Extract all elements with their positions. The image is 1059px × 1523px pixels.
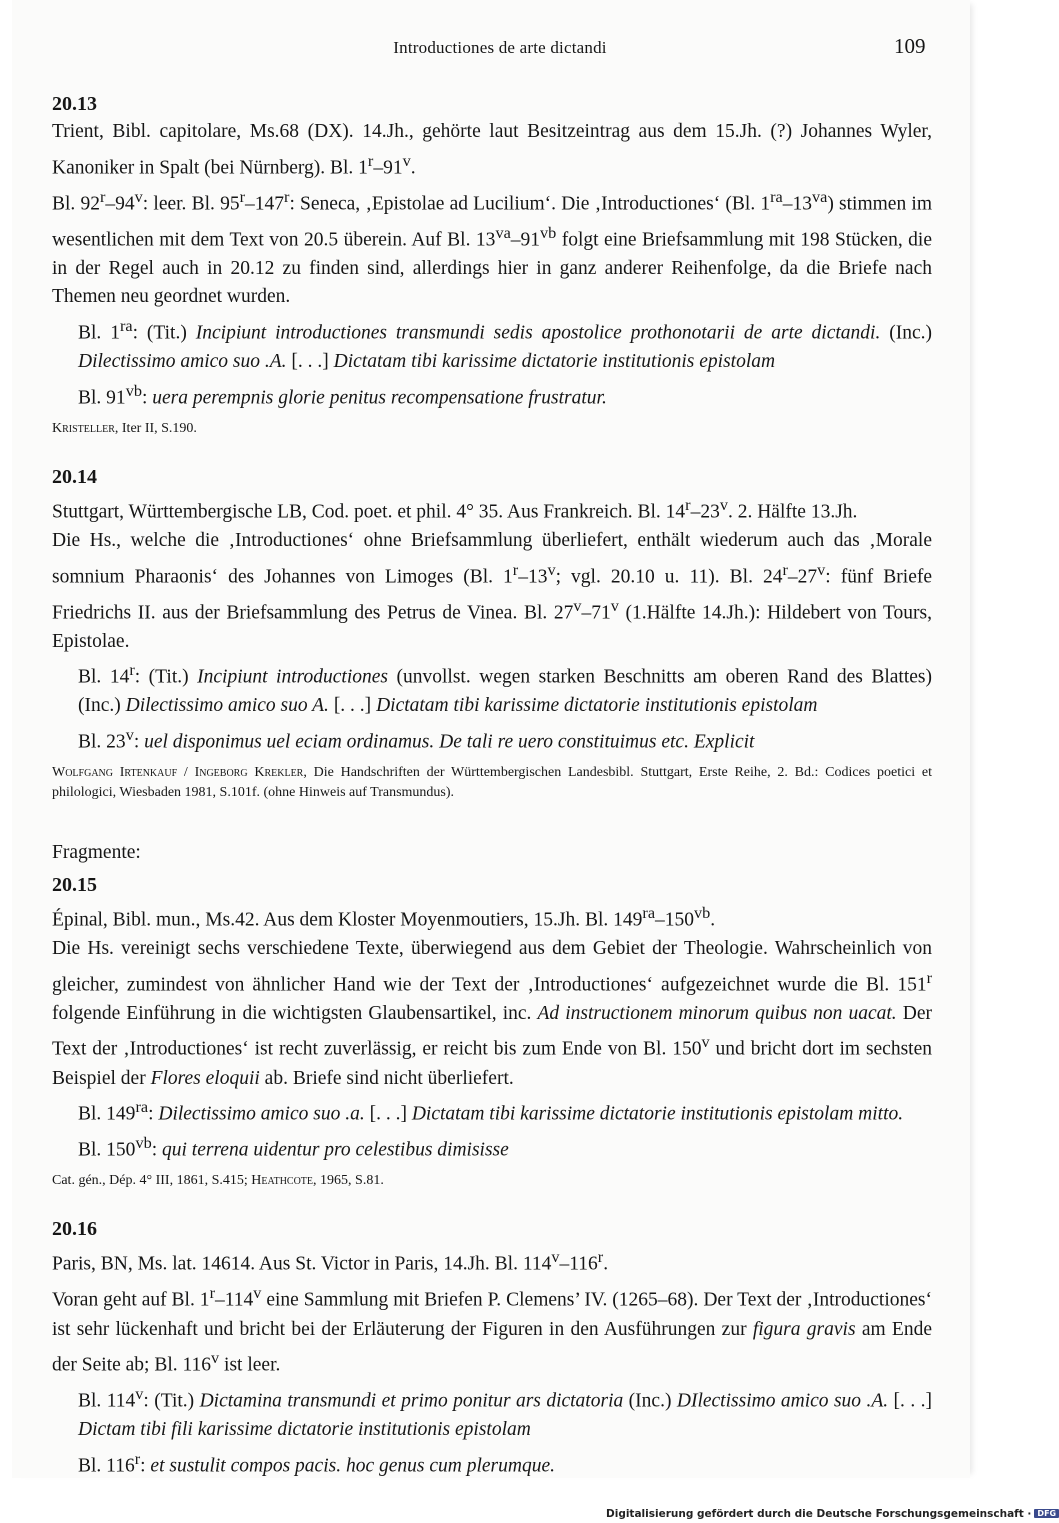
entry-spacer: [52, 439, 932, 465]
entry-number: 20.16: [52, 1218, 97, 1241]
description-paragraph: Voran geht auf Bl. 1$^r$–114$^v$ eine Sammlung mit Briefen P. Clemens’ IV. (1265–68). Der Text der ‚Introductiones‘ ist sehr lückenhaft und bricht bei der Erläuterung der Figuren in den Ausführungen zur figura gravis am Ende der Seite ab; Bl. 116$^v$ ist leer.: [52, 1284, 932, 1376]
footer-text: Digitalisierung gefördert durch die Deutsche Forschungsgemeinschaft ·: [606, 1508, 1032, 1520]
digitization-footer: [606, 1508, 1057, 1522]
description-paragraph: Bl. 92$^r$–94$^v$: leer. Bl. 95$^r$–147$^r$: Seneca, ‚Epistolae ad Lucilium‘. Die ‚Introductiones‘ (Bl. $1^{ra}-13^{va}$) stimmen im wesentlichen mit dem Text von 20.5 überein. Auf Bl. $13^{va}-91^{vb}$ folgt eine Briefsammlung mit 198 Stücken, die in der Regel auch in 20.12 zu finden sind, allerdings hier in ganz anderer Reihenfolge, da die Briefe nach Themen neu geordnet wurden.: [52, 187, 932, 308]
description-paragraph: Stuttgart, Württembergische LB, Cod. poet. et phil. 4° 35. Aus Frankreich. Bl. 14$^r$–23$^v$. 2. Hälfte 13.Jh.: [52, 495, 858, 523]
description-paragraph: Épinal, Bibl. mun., Ms.42. Aus dem Kloster Moyenmoutiers, 15.Jh. Bl. $149^{ra}-150^{vb}$.: [52, 904, 716, 931]
entry-number: 20.15: [52, 874, 97, 897]
description-paragraph: Trient, Bibl. capitolare, Ms.68 (DX). 14.Jh., gehörte laut Besitzeintrag aus dem 15.Jh. (?) Johannes Wyler, Kanoniker in Spalt (bei Nürnberg). Bl. 1$^r$–91$^v$.: [52, 121, 932, 179]
description-paragraph: Die Hs. vereinigt sechs verschiedene Texte, überwiegend aus dem Gebiet der Theologie. Wahrscheinlich von gleicher, zumindest von ähnlicher Hand wie der Text der ‚Introductiones‘ aufgezeichnet wurde die Bl. 151$^r$ folgende Einführung in die wichtigsten Glaubensartikel, inc. Ad instructionem minorum quibus non uacat. Der Text der ‚Introductiones‘ ist recht zuverlässig, er reicht bis zum Ende von Bl. 150$^v$ und bricht dort im sechsten Beispiel der Flores eloquii ab. Briefe sind nicht überliefert.: [52, 938, 933, 1089]
catalog-entry: [52, 873, 932, 1191]
entry-number: 20.14: [52, 465, 97, 488]
literature-reference: Wolfgang Irtenkauf / Ingeborg Krekler, Die Handschriften der Württembergischen Landesbibl. Stuttgart, Erste Reihe, 2. Bd.: Codices poetici et philologici, Wiesbaden 1981, S.101f. (ohne Hinweis auf Transmundus).: [52, 765, 932, 801]
page-body: [52, 92, 932, 1481]
incipit-line: Bl. $91^{vb}$: uera perempnis glorie penitus recompensatione frustratur.: [78, 381, 607, 409]
running-title: Introductiones de arte dictandi: [393, 38, 607, 57]
section-spacer: [52, 803, 932, 839]
literature-reference: Cat. gén., Dép. 4° III, 1861, S.415; Heathcote, 1965, S.81.: [52, 1173, 384, 1189]
incipit-line: Bl. 23$^v$: uel disponimus uel eciam ordinamus. De tali re uero constituimus etc. Explicit: [78, 726, 755, 753]
page-number: 109: [894, 34, 926, 58]
entry-spacer: [52, 1191, 932, 1217]
catalog-entry: [52, 92, 932, 439]
catalog-entry: [52, 1217, 932, 1481]
description-paragraph: Paris, BN, Ms. lat. 14614. Aus St. Victor in Paris, 14.Jh. Bl. 114$^v$–116$^r$.: [52, 1248, 609, 1275]
incipit-line: Bl. $150^{vb}$: qui terrena uidentur pro celestibus dimisisse: [78, 1134, 509, 1161]
incipit-line: Bl. $149^{ra}$: Dilectissimo amico suo .a. [. . .] Dictatam tibi karissime dictatorie institutionis epistolam mitto.: [78, 1098, 904, 1125]
fragments-heading: Fragmente:: [52, 842, 141, 864]
literature-reference: Kristeller, Iter II, S.190.: [52, 420, 197, 436]
description-paragraph: Die Hs., welche die ‚Introductiones‘ ohne Briefsammlung überliefert, enthält wiederum auch das ‚Morale somnium Pharaonis‘ des Johannes von Limoges (Bl. 1$^r$–13$^v$; vgl. 20.10 u. 11). Bl. 24$^r$–27$^v$: fünf Briefe Friedrichs II. aus der Briefsammlung des Petrus de Vinea. Bl. 27$^v$–71$^v$ (1.Hälfte 14.Jh.): Hildebert von Tours, Epistolae.: [52, 529, 933, 652]
incipit-line: Bl. $1^{ra}$: (Tit.) Incipiunt introductiones transmundi sedis apostolice prothonotarii de arte dictandi. (Inc.) Dilectissimo amico suo .A. [. . .] Dictatam tibi karissime dictatorie institutionis epistolam: [78, 317, 933, 373]
catalog-entry: [52, 465, 932, 803]
incipit-line: Bl. 116$^r$: et sustulit compos pacis. hoc genus cum plerumque.: [78, 1449, 555, 1477]
dfg-logo: DFG: [1034, 1509, 1059, 1518]
incipit-line: Bl. 114$^v$: (Tit.) Dictamina transmundi et primo ponitur ars dictatoria (Inc.) DIlectissimo amico suo .A. [. . .] Dictam tibi fili karissime dictatorie institutionis epistolam: [78, 1385, 933, 1441]
incipit-line: Bl. 14$^r$: (Tit.) Incipiunt introductiones (unvollst. wegen starken Beschnitts am oberen Rand des Blattes) (Inc.) Dilectissimo amico suo A. [. . .] Dictatam tibi karissime dictatorie institutionis epistolam: [78, 661, 933, 717]
entry-number: 20.13: [52, 93, 97, 115]
